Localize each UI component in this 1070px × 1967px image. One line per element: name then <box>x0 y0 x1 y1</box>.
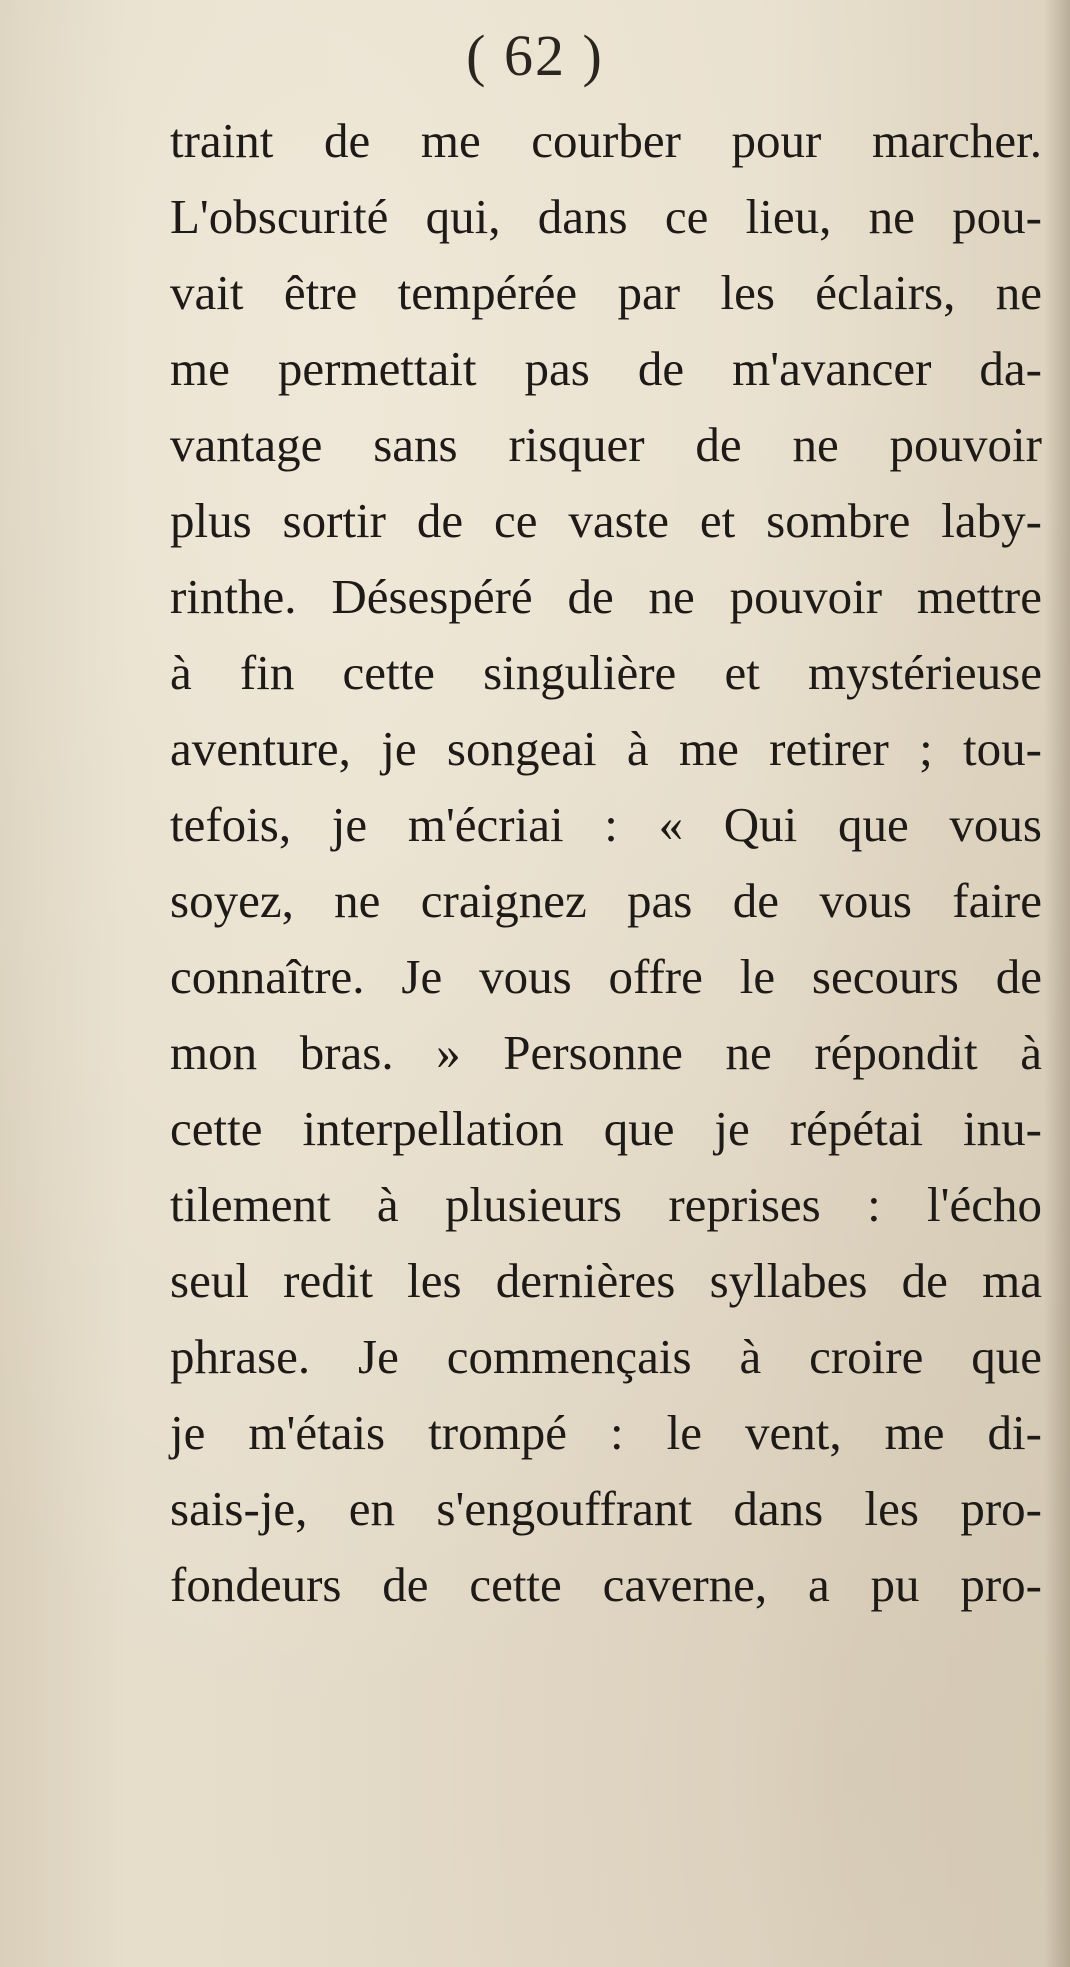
text-line: sais-je, en s'engouffrant dans les pro- <box>170 1481 1042 1536</box>
text-line: vait être tempérée par les éclairs, ne <box>170 265 1042 320</box>
text-line: à fin cette singulière et mystérieuse <box>170 645 1042 700</box>
text-line: L'obscurité qui, dans ce lieu, ne pou- <box>170 189 1042 244</box>
text-line: mon bras. » Personne ne répondit à <box>170 1025 1042 1080</box>
text-line: soyez, ne craignez pas de vous faire <box>170 873 1042 928</box>
text-line: connaître. Je vous offre le secours de <box>170 949 1042 1004</box>
text-line: vantage sans risquer de ne pouvoir <box>170 417 1042 472</box>
text-line: rinthe. Désespéré de ne pouvoir mettre <box>170 569 1042 624</box>
text-line: fondeurs de cette caverne, a pu pro- <box>170 1557 1042 1612</box>
text-line: tilement à plusieurs reprises : l'écho <box>170 1177 1042 1232</box>
body-text <box>170 103 1042 1623</box>
text-line: plus sortir de ce vaste et sombre laby- <box>170 493 1042 548</box>
text-line: tefois, je m'écriai : « Qui que vous <box>170 797 1042 852</box>
text-line: aventure, je songeai à me retirer ; tou- <box>170 721 1042 776</box>
page-number: ( 62 ) <box>466 23 604 88</box>
text-line: je m'étais trompé : le vent, me di- <box>170 1405 1042 1460</box>
page-fold-shadow <box>1044 0 1070 1967</box>
text-line: cette interpellation que je répétai inu- <box>170 1101 1042 1156</box>
text-line: seul redit les dernières syllabes de ma <box>170 1253 1042 1308</box>
text-line: traint de me courber pour marcher. <box>170 113 1042 168</box>
text-line: me permettait pas de m'avancer da- <box>170 341 1042 396</box>
text-line: phrase. Je commençais à croire que <box>170 1329 1042 1384</box>
